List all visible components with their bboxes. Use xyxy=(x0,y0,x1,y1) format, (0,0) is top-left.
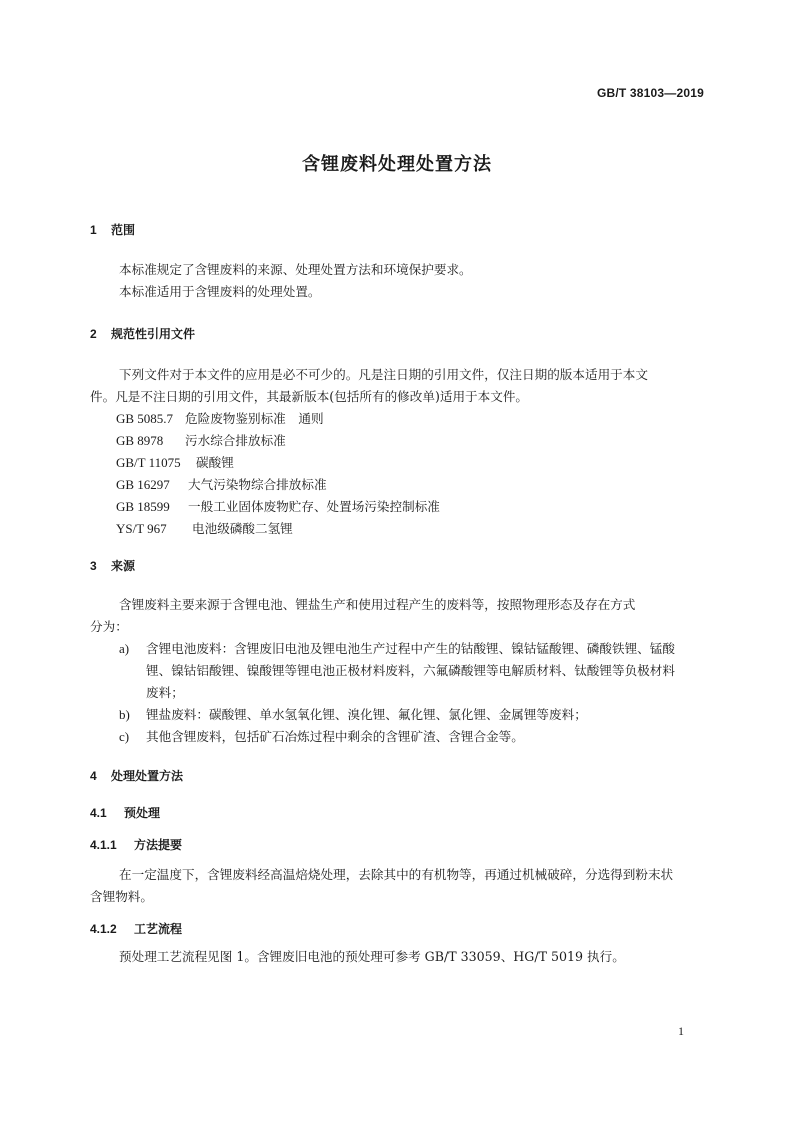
method-summary-line-1: 在一定温度下，含锂废料经高温焙烧处理，去除其中的有机物等，再通过机械破碎，分选得到粉末状 xyxy=(119,867,674,882)
subsection-4-1-2-heading xyxy=(90,920,182,937)
source-intro-line-2: 分为： xyxy=(90,619,128,634)
section-number: 4.1.1 xyxy=(90,838,117,852)
list-item-line: 锂盐废料：碳酸锂、单水氢氧化锂、溴化锂、氟化锂、氯化锂、金属锂等废料； xyxy=(146,707,587,722)
section-title: 范围 xyxy=(111,223,136,237)
section-title: 规范性引用文件 xyxy=(111,327,196,341)
standard-number: GB/T 38103—2019 xyxy=(596,86,704,100)
list-marker: a) xyxy=(119,641,130,656)
reference-item xyxy=(116,408,324,430)
reference-title: 大气污染物综合排放标准 xyxy=(188,477,327,492)
reference-code: GB 8978 xyxy=(116,433,164,448)
section-title: 预处理 xyxy=(124,806,161,820)
reference-code: YS/T 967 xyxy=(116,521,167,536)
references-intro-line-2: 件。凡是不注日期的引用文件，其最新版本(包括所有的修改单)适用于本文件。 xyxy=(90,389,529,404)
reference-title: 电池级磷酸二氢锂 xyxy=(192,521,293,536)
reference-code: GB 18599 xyxy=(116,499,170,514)
list-item-line: 含锂电池废料：含锂废旧电池及锂电池生产过程中产生的钴酸锂、镍钴锰酸锂、磷酸铁锂、锰酸 xyxy=(146,641,675,656)
reference-title: 危险废物鉴别标准 通则 xyxy=(185,411,324,426)
section-4-heading xyxy=(90,767,183,784)
section-number: 4 xyxy=(90,769,97,783)
document-title: 含锂废料处理处置方法 xyxy=(302,154,492,175)
reference-code: GB/T 11075 xyxy=(116,455,181,470)
section-title: 来源 xyxy=(111,559,136,573)
section-title: 工艺流程 xyxy=(134,922,183,936)
page-number: 1 xyxy=(678,1024,684,1038)
section-1-heading xyxy=(90,221,135,238)
reference-title: 污水综合排放标准 xyxy=(185,433,286,448)
list-item-line: 其他含锂废料，包括矿石冶炼过程中剩余的含锂矿渣、含锂合金等。 xyxy=(146,729,524,744)
source-intro-line-1: 含锂废料主要来源于含锂电池、锂盐生产和使用过程产生的废料等，按照物理形态及存在方式 xyxy=(119,597,636,612)
section-title: 方法提要 xyxy=(134,838,183,852)
subsection-4-1-heading xyxy=(90,804,160,821)
section-2-heading xyxy=(90,325,195,342)
section-number: 4.1.2 xyxy=(90,922,117,936)
section-number: 4.1 xyxy=(90,806,107,820)
scope-paragraph-1: 本标准规定了含锂废料的来源、处理处置方法和环境保护要求。 xyxy=(119,262,472,277)
scope-paragraph-2: 本标准适用于含锂废料的处理处置。 xyxy=(119,284,321,299)
list-marker: b) xyxy=(119,707,130,722)
section-3-heading xyxy=(90,557,135,574)
reference-item xyxy=(116,452,234,474)
section-number: 3 xyxy=(90,559,97,573)
references-intro-line-1: 下列文件对于本文件的应用是必不可少的。凡是注日期的引用文件，仅注日期的版本适用于本文 xyxy=(119,367,648,382)
reference-title: 一般工业固体废物贮存、处置场污染控制标准 xyxy=(188,499,440,514)
section-number: 1 xyxy=(90,223,97,237)
reference-item xyxy=(116,496,440,518)
reference-item xyxy=(116,474,327,496)
reference-item xyxy=(116,518,293,540)
reference-item xyxy=(116,430,286,452)
method-summary-line-2: 含锂物料。 xyxy=(90,889,153,904)
section-number: 2 xyxy=(90,327,97,341)
section-title: 处理处置方法 xyxy=(111,769,184,783)
list-marker: c) xyxy=(119,729,130,744)
reference-title: 碳酸锂 xyxy=(196,455,234,470)
subsection-4-1-1-heading xyxy=(90,836,182,853)
reference-code: GB 16297 xyxy=(116,477,170,492)
list-item-line: 废料； xyxy=(146,685,184,700)
process-flow-line-1: 预处理工艺流程见图 1。含锂废旧电池的预处理可参考 GB/T 33059、HG/T 5019 执行。 xyxy=(119,949,625,964)
list-item-line: 锂、镍钴铝酸锂、镍酸锂等锂电池正极材料废料，六氟磷酸锂等电解质材料、钛酸锂等负极材料 xyxy=(146,663,675,678)
reference-code: GB 5085.7 xyxy=(116,411,174,426)
